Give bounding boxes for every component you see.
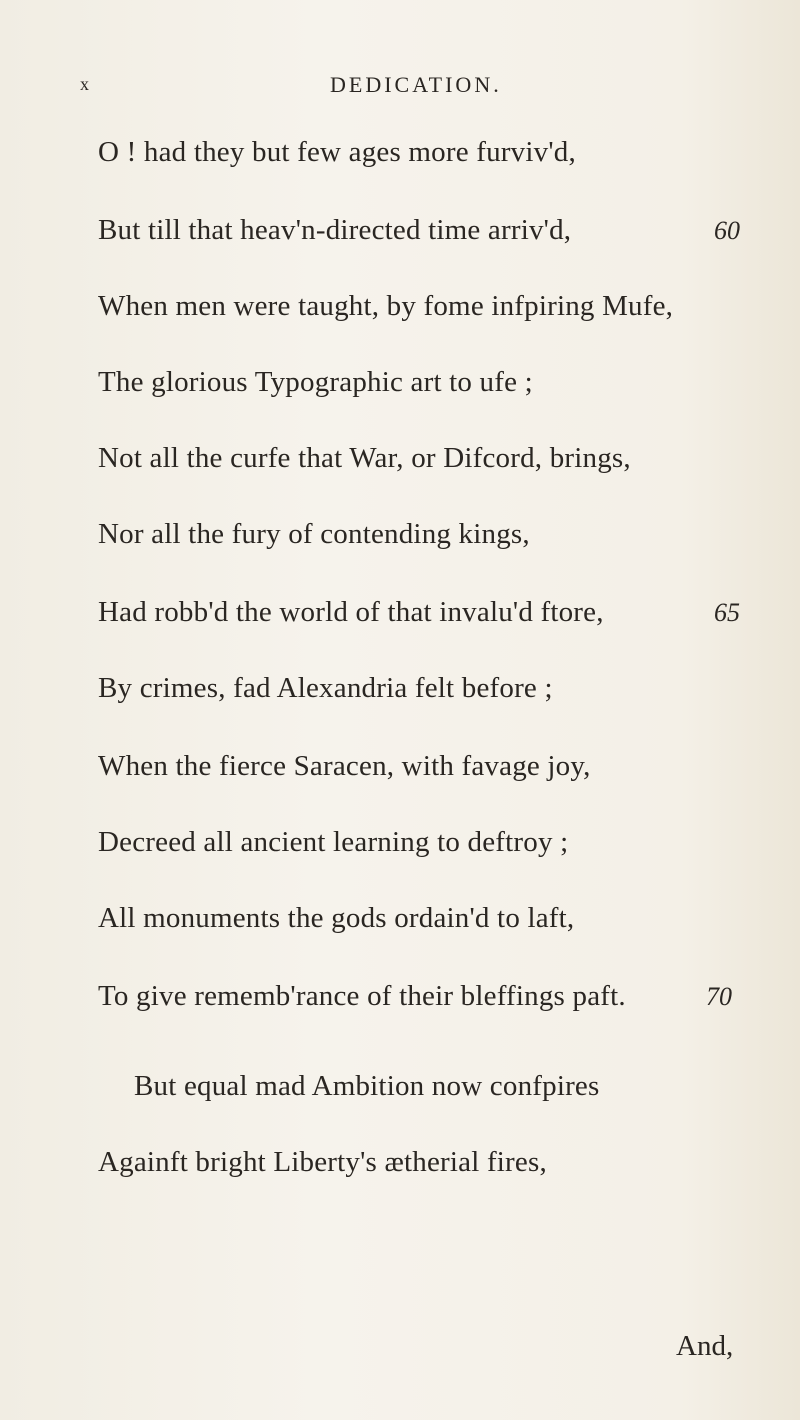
verse-line: O ! had they but few ages more furviv'd, xyxy=(98,136,576,168)
verse-line: By crimes, fad Alexandria felt before ; xyxy=(98,672,553,704)
running-head: DEDICATION. xyxy=(330,72,502,97)
verse-line: Decreed all ancient learning to deftroy ; xyxy=(98,826,569,858)
line-number-60: 60 xyxy=(714,216,740,245)
verse-line: Not all the curfe that War, or Difcord, brings, xyxy=(98,442,631,474)
page-number: x xyxy=(80,74,90,94)
verse-line: When the fierce Saracen, with favage joy, xyxy=(98,750,591,782)
catchword: And, xyxy=(676,1330,734,1362)
verse-line: But till that heav'n-directed time arriv'd, xyxy=(98,214,572,246)
verse-line: When men were taught, by fome infpiring Mufe, xyxy=(98,290,674,322)
line-number-65: 65 xyxy=(714,598,740,627)
verse-line: The glorious Typographic art to ufe ; xyxy=(98,366,533,398)
verse-line: Nor all the fury of contending kings, xyxy=(98,518,530,550)
verse-line: All monuments the gods ordain'd to laft, xyxy=(98,902,575,934)
verse-line: To give rememb'rance of their bleffings paft. xyxy=(98,980,626,1012)
verse-line: But equal mad Ambition now confpires xyxy=(134,1070,600,1102)
verse-line: Had robb'd the world of that invalu'd ftore, xyxy=(98,596,604,628)
page-header xyxy=(0,72,800,102)
verse-line: Againft bright Liberty's ætherial fires, xyxy=(98,1146,547,1178)
line-number-70: 70 xyxy=(706,982,732,1011)
